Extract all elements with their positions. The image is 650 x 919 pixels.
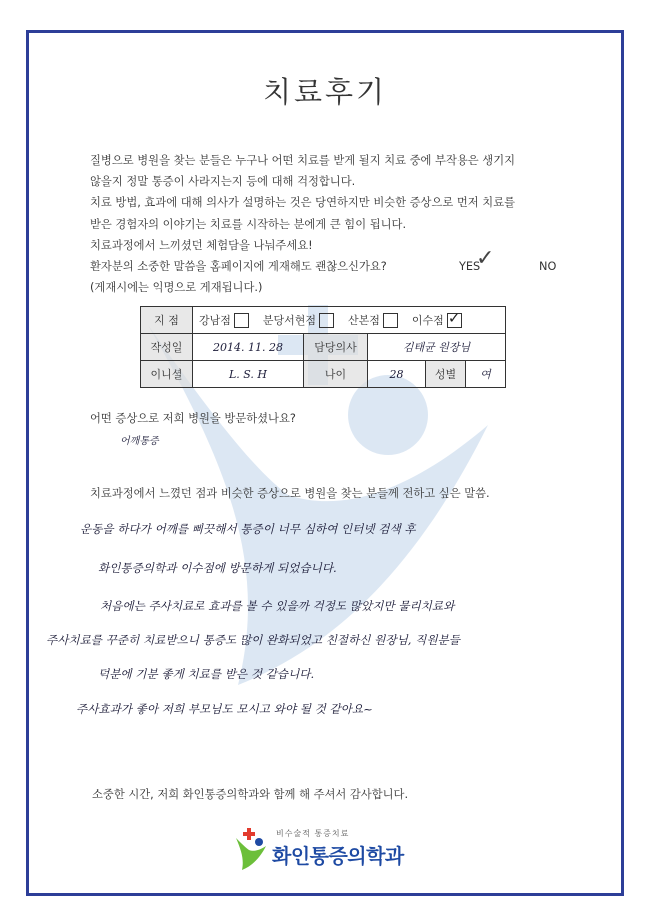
branch-isu[interactable]: 이수점✓ [412,314,462,327]
closing-message: 소중한 시간, 저희 화인통증의학과와 함께 해 주셔서 감사합니다. [92,788,409,801]
branch-label: 지 점 [141,307,193,334]
logo-tagline: 비수술적 통증치료 [276,829,350,838]
checkbox-sanbon[interactable] [383,313,398,328]
initial-value: L. S. H [193,361,304,388]
age-label: 나이 [304,361,368,388]
branch-options [193,307,506,334]
page-title: 치료후기 [262,75,388,109]
intro-line: 치료과정에서 느끼셨던 체험담을 나눠주세요! [90,238,313,252]
review-line: 주사효과가 좋아 저희 부모님도 모시고 와야 될 것 같아요~ [76,702,373,716]
doctor-label: 담당의사 [304,334,368,361]
answer-symptom: 어깨통증 [120,436,159,447]
initial-label: 이니셜 [141,361,193,388]
intro-line: 질병으로 병원을 찾는 분들은 누구나 어떤 치료를 받게 될지 치료 중에 부작용은 생기지 [90,154,516,167]
question-review: 치료과정에서 느꼈던 점과 비슷한 증상으로 병원을 찾는 분들께 전하고 싶은 말씀. [90,487,490,500]
branch-sanbon[interactable]: 산본점 [348,314,398,327]
branch-bundang[interactable]: 분당서현점 [263,314,334,327]
intro-line: 받은 경험자의 이야기는 치료를 시작하는 분에게 큰 힘이 됩니다. [90,217,407,231]
hospital-logo-icon [232,826,272,872]
logo-name: 화인통증의학과 [272,844,404,868]
intro-line: (게재시에는 익명으로 게재됩니다.) [90,281,263,295]
question-symptom: 어떤 증상으로 저희 병원을 방문하셨나요? [90,412,296,425]
review-line: 주사치료를 꾸준히 치료받으니 통증도 많이 완화되었고 친절하신 원장님, 직원분들 [46,633,460,647]
yes-check-mark: ✓ [476,246,495,271]
intro-line: 치료 방법, 효과에 대해 의사가 설명하는 것은 당연하지만 비슷한 증상으로 먼저 치료를 [90,196,516,210]
date-label: 작성일 [141,334,193,361]
gender-label: 성별 [426,361,466,388]
checkbox-isu[interactable] [447,313,462,328]
consent-no[interactable]: NO [539,260,557,273]
review-line: 처음에는 주사치료로 효과를 볼 수 있을까 걱정도 많았지만 물리치료와 [100,599,455,613]
intro-line: 환자분의 소중한 말씀을 홈페이지에 게재해도 괜찮으신가요? [90,260,387,274]
age-value: 28 [368,361,426,388]
gender-value: 여 [466,361,506,388]
date-value: 2014. 11. 28 [193,334,304,361]
checkbox-gangnam[interactable] [234,313,249,328]
review-line: 운동을 하다가 어깨를 삐끗해서 통증이 너무 심하여 인터넷 검색 후 [80,522,416,536]
review-line: 덕분에 기분 좋게 치료를 받은 것 같습니다. [98,667,315,681]
intro-line: 않을지 정말 통증이 사라지는지 등에 대해 걱정합니다. [90,175,356,189]
doctor-value: 김태균 원장님 [368,334,506,361]
checkbox-bundang[interactable] [319,313,334,328]
branch-gangnam[interactable]: 강남점 [199,314,249,327]
consent-yes[interactable]: YES [459,260,481,273]
patient-info-table [140,306,506,388]
intro-text [90,150,590,298]
review-line: 화인통증의학과 이수점에 방문하게 되었습니다. [98,561,337,575]
